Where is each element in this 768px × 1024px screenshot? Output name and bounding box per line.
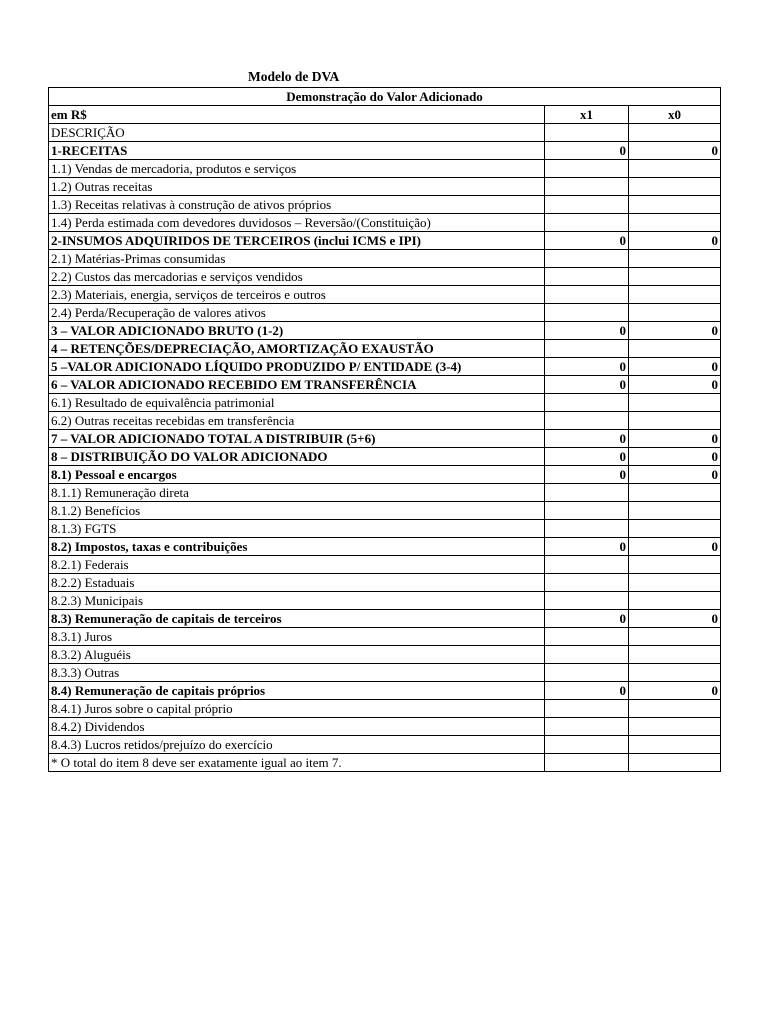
row-description: 8.4) Remuneração de capitais próprios [49, 682, 545, 700]
row-description: DESCRIÇÃO [49, 124, 545, 142]
table-row [49, 304, 721, 322]
row-description: 2.1) Matérias-Primas consumidas [49, 250, 545, 268]
row-value-x1 [545, 628, 629, 646]
row-description: 6 – VALOR ADICIONADO RECEBIDO EM TRANSFERÊNCIA [49, 376, 545, 394]
subtitle-row [49, 88, 721, 106]
table-row [49, 376, 721, 394]
row-value-x1: 0 [545, 466, 629, 484]
row-value-x1 [545, 286, 629, 304]
table-row [49, 520, 721, 538]
table-row [49, 466, 721, 484]
row-value-x0: 0 [629, 538, 721, 556]
row-value-x1 [545, 718, 629, 736]
row-value-x1 [545, 736, 629, 754]
row-description: 8.4.1) Juros sobre o capital próprio [49, 700, 545, 718]
row-value-x1 [545, 556, 629, 574]
table-row [49, 412, 721, 430]
table-row [49, 592, 721, 610]
table-row [49, 682, 721, 700]
row-value-x0 [629, 736, 721, 754]
row-value-x0 [629, 556, 721, 574]
unit-label: em R$ [49, 106, 545, 124]
row-value-x0: 0 [629, 430, 721, 448]
row-value-x0 [629, 664, 721, 682]
row-value-x1 [545, 304, 629, 322]
row-value-x0: 0 [629, 232, 721, 250]
row-value-x1 [545, 268, 629, 286]
row-value-x0 [629, 502, 721, 520]
table-row [49, 124, 721, 142]
table-row [49, 268, 721, 286]
row-value-x0 [629, 214, 721, 232]
table-row [49, 754, 721, 772]
row-value-x0 [629, 124, 721, 142]
row-description: 2.4) Perda/Recuperação de valores ativos [49, 304, 545, 322]
row-value-x0: 0 [629, 358, 721, 376]
row-value-x1: 0 [545, 430, 629, 448]
table-row [49, 250, 721, 268]
row-value-x1: 0 [545, 142, 629, 160]
table-row [49, 232, 721, 250]
table-row [49, 214, 721, 232]
row-value-x1 [545, 484, 629, 502]
row-description: 8.1) Pessoal e encargos [49, 466, 545, 484]
row-value-x1 [545, 574, 629, 592]
row-description: 8.1.3) FGTS [49, 520, 545, 538]
row-value-x0 [629, 394, 721, 412]
row-value-x1 [545, 124, 629, 142]
row-value-x0 [629, 628, 721, 646]
row-value-x1 [545, 592, 629, 610]
table-row [49, 718, 721, 736]
row-description: 8.2.3) Municipais [49, 592, 545, 610]
row-value-x1 [545, 196, 629, 214]
row-value-x1: 0 [545, 610, 629, 628]
table-row [49, 358, 721, 376]
document-title: Modelo de DVA [248, 69, 340, 84]
row-value-x0 [629, 574, 721, 592]
row-value-x1 [545, 394, 629, 412]
table-row [49, 664, 721, 682]
table-row [49, 340, 721, 358]
row-description: 8.4.3) Lucros retidos/prejuízo do exercício [49, 736, 545, 754]
row-value-x1: 0 [545, 538, 629, 556]
row-value-x0 [629, 592, 721, 610]
row-description: 1-RECEITAS [49, 142, 545, 160]
row-description: 2-INSUMOS ADQUIRIDOS DE TERCEIROS (inclui ICMS e IPI) [49, 232, 545, 250]
row-description: 8.1.2) Benefícios [49, 502, 545, 520]
column-header-x1: x1 [545, 106, 629, 124]
row-description: 5 –VALOR ADICIONADO LÍQUIDO PRODUZIDO P/ ENTIDADE (3-4) [49, 358, 545, 376]
row-description: 2.2) Custos das mercadorias e serviços vendidos [49, 268, 545, 286]
row-value-x0: 0 [629, 682, 721, 700]
row-value-x1 [545, 502, 629, 520]
row-value-x0 [629, 340, 721, 358]
row-description: 2.3) Materiais, energia, serviços de terceiros e outros [49, 286, 545, 304]
row-value-x0 [629, 484, 721, 502]
row-value-x0 [629, 178, 721, 196]
row-value-x1: 0 [545, 322, 629, 340]
table-row [49, 196, 721, 214]
row-description: 6.1) Resultado de equivalência patrimonial [49, 394, 545, 412]
row-value-x0 [629, 700, 721, 718]
table-row [49, 484, 721, 502]
table-row [49, 610, 721, 628]
row-description: 8.3.2) Aluguéis [49, 646, 545, 664]
table-row [49, 646, 721, 664]
row-value-x0: 0 [629, 376, 721, 394]
row-value-x0 [629, 520, 721, 538]
table-row [49, 286, 721, 304]
table-row [49, 556, 721, 574]
table-row [49, 430, 721, 448]
row-value-x1 [545, 754, 629, 772]
row-description: 8.3.3) Outras [49, 664, 545, 682]
row-description: 3 – VALOR ADICIONADO BRUTO (1-2) [49, 322, 545, 340]
table-row [49, 628, 721, 646]
row-value-x1 [545, 412, 629, 430]
row-value-x1 [545, 340, 629, 358]
row-description: 4 – RETENÇÕES/DEPRECIAÇÃO, AMORTIZAÇÃO EXAUSTÃO [49, 340, 545, 358]
row-value-x0 [629, 268, 721, 286]
row-description: * O total do item 8 deve ser exatamente igual ao item 7. [49, 754, 545, 772]
row-value-x0 [629, 250, 721, 268]
row-value-x1: 0 [545, 232, 629, 250]
table-row [49, 178, 721, 196]
row-value-x0 [629, 718, 721, 736]
row-value-x0: 0 [629, 322, 721, 340]
table-row [49, 448, 721, 466]
row-value-x0 [629, 160, 721, 178]
row-description: 6.2) Outras receitas recebidas em transferência [49, 412, 545, 430]
row-description: 1.2) Outras receitas [49, 178, 545, 196]
dva-table-body [49, 88, 721, 772]
row-value-x1 [545, 664, 629, 682]
table-row [49, 574, 721, 592]
row-value-x1 [545, 646, 629, 664]
table-row [49, 502, 721, 520]
row-value-x0: 0 [629, 466, 721, 484]
row-value-x0 [629, 646, 721, 664]
row-value-x0 [629, 412, 721, 430]
row-description: 8.2.2) Estaduais [49, 574, 545, 592]
table-row [49, 322, 721, 340]
row-value-x1 [545, 178, 629, 196]
row-description: 1.1) Vendas de mercadoria, produtos e serviços [49, 160, 545, 178]
row-value-x1: 0 [545, 358, 629, 376]
table-subtitle: Demonstração do Valor Adicionado [49, 88, 721, 106]
row-value-x0: 0 [629, 610, 721, 628]
column-header-row [49, 106, 721, 124]
row-value-x0 [629, 754, 721, 772]
table-row [49, 142, 721, 160]
row-description: 8 – DISTRIBUIÇÃO DO VALOR ADICIONADO [49, 448, 545, 466]
row-value-x0 [629, 196, 721, 214]
table-row [49, 160, 721, 178]
row-value-x1 [545, 214, 629, 232]
row-value-x0: 0 [629, 448, 721, 466]
row-description: 8.4.2) Dividendos [49, 718, 545, 736]
row-description: 8.3.1) Juros [49, 628, 545, 646]
row-description: 8.2) Impostos, taxas e contribuições [49, 538, 545, 556]
row-description: 8.2.1) Federais [49, 556, 545, 574]
table-row [49, 394, 721, 412]
row-value-x1 [545, 250, 629, 268]
column-header-x0: x0 [629, 106, 721, 124]
row-value-x1 [545, 160, 629, 178]
table-row [49, 736, 721, 754]
row-description: 8.3) Remuneração de capitais de terceiros [49, 610, 545, 628]
row-value-x0 [629, 286, 721, 304]
row-value-x1: 0 [545, 448, 629, 466]
row-description: 1.3) Receitas relativas à construção de ativos próprios [49, 196, 545, 214]
row-description: 7 – VALOR ADICIONADO TOTAL A DISTRIBUIR (5+6) [49, 430, 545, 448]
row-value-x0: 0 [629, 142, 721, 160]
row-value-x1 [545, 520, 629, 538]
table-row [49, 700, 721, 718]
row-value-x1 [545, 700, 629, 718]
row-value-x1: 0 [545, 682, 629, 700]
row-description: 1.4) Perda estimada com devedores duvidosos – Reversão/(Constituição) [49, 214, 545, 232]
row-value-x1: 0 [545, 376, 629, 394]
row-value-x0 [629, 304, 721, 322]
row-description: 8.1.1) Remuneração direta [49, 484, 545, 502]
dva-table [48, 87, 721, 772]
table-row [49, 538, 721, 556]
